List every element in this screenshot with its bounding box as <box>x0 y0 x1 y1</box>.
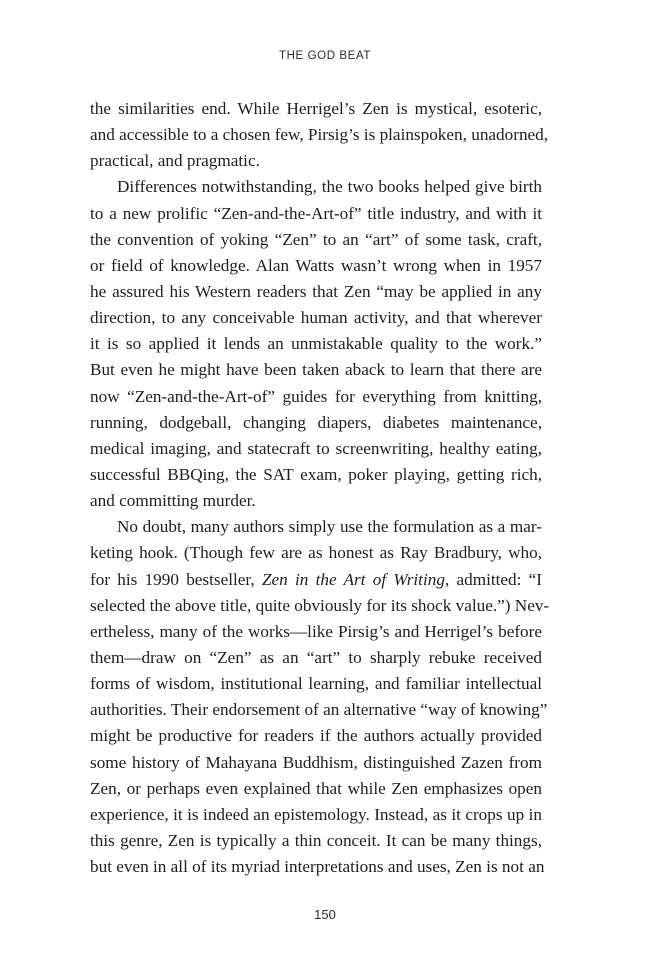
text-line-with-title <box>90 567 542 593</box>
text-line: But even he might have been taken aback to learn that there are <box>90 360 542 380</box>
text-line: now “Zen-and-the-Art-of” guides for everything from knitting, <box>90 386 542 406</box>
text-line: authorities. Their endorsement of an alternative “way of knowing” <box>90 700 548 720</box>
page-number: 150 <box>314 907 336 922</box>
text-line: and committing murder. <box>90 491 256 511</box>
body-text <box>90 96 550 880</box>
text-line: it is so applied it lends an unmistakable quality to the work.” <box>90 334 542 354</box>
text-line: Zen, or perhaps even explained that while Zen emphasizes open <box>90 778 542 798</box>
text-line: ertheless, many of the works—like Pirsig’s and Herrigel’s before <box>90 621 542 641</box>
text-line: selected the above title, quite obviously for its shock value.”) Nev- <box>90 595 550 615</box>
text-line: them—draw on “Zen” as an “art” to sharply rebuke received <box>90 647 542 667</box>
text-line: practical, and pragmatic. <box>90 151 260 171</box>
text-line: keting hook. (Though few are as honest as Ray Bradbury, who, <box>90 543 542 563</box>
paragraph <box>90 96 549 174</box>
text-line: direction, to any conceivable human activity, and that wherever <box>90 308 542 328</box>
text-line: he assured his Western readers that Zen “may be applied in any <box>90 281 542 301</box>
text-line: or field of knowledge. Alan Watts wasn’t wrong when in 1957 <box>90 255 542 275</box>
text-line: but even in all of its myriad interpretations and uses, Zen is not an <box>90 857 545 877</box>
text-line: running, dodgeball, changing diapers, diabetes maintenance, <box>90 412 542 432</box>
text-line: No doubt, many authors simply use the formulation as a mar- <box>117 517 542 537</box>
text-line: and accessible to a chosen few, Pirsig’s is plainspoken, unadorned, <box>90 125 549 145</box>
text-line: some history of Mahayana Buddhism, distinguished Zazen from <box>90 752 542 772</box>
text-line: forms of wisdom, institutional learning, and familiar intellectual <box>90 674 542 694</box>
text-line: might be productive for readers if the authors actually provided <box>90 726 542 746</box>
text-line: successful BBQing, the SAT exam, poker playing, getting rich, <box>90 464 542 484</box>
paragraph <box>90 514 550 880</box>
text-line: the similarities end. While Herrigel’s Zen is mystical, esoteric, <box>90 99 542 118</box>
text-line: Differences notwithstanding, the two books helped give birth <box>117 177 542 197</box>
text-line: the convention of yoking “Zen” to an “art” of some task, craft, <box>90 229 542 249</box>
paragraph <box>90 174 542 514</box>
text-line: this genre, Zen is typically a thin conceit. It can be many things, <box>90 830 542 850</box>
text-line: to a new prolific “Zen-and-the-Art-of” title industry, and with it <box>90 203 542 223</box>
text-line: experience, it is indeed an epistemology. Instead, as it crops up in <box>90 804 542 824</box>
text-run: , admitted: “I <box>444 569 542 589</box>
running-head: THE GOD BEAT <box>279 50 371 62</box>
book-title: Zen in the Art of Writing <box>261 569 445 589</box>
text-line: medical imaging, and statecraft to screenwriting, healthy eating, <box>90 438 542 458</box>
text-run: for his 1990 bestseller, <box>90 569 262 589</box>
